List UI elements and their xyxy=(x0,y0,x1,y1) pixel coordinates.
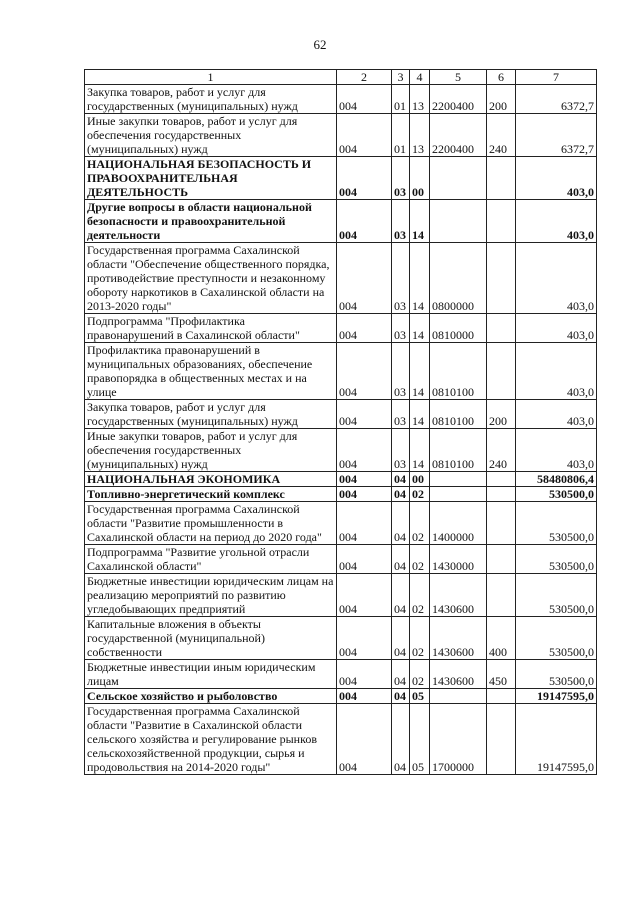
row-ministry-code: 004 xyxy=(337,545,392,574)
column-header-7: 7 xyxy=(516,70,597,85)
row-subsection-code: 02 xyxy=(410,545,430,574)
row-target-article: 0810100 xyxy=(430,343,487,400)
row-expense-type xyxy=(487,487,516,502)
table-row xyxy=(85,617,597,660)
row-ministry-code: 004 xyxy=(337,429,392,472)
row-name: Иные закупки товаров, работ и услуг для обеспечения государственных (муниципальных) нужд xyxy=(85,429,337,472)
row-subsection-code: 00 xyxy=(410,472,430,487)
row-target-article xyxy=(430,689,487,704)
row-expense-type xyxy=(487,704,516,775)
budget-table xyxy=(84,69,597,775)
row-ministry-code: 004 xyxy=(337,574,392,617)
row-name: Государственная программа Сахалинской области "Обеспечение общественного порядка, противодействие преступности и незаконному обороту наркотиков в Сахалинской области на 2013-2020 годы" xyxy=(85,243,337,314)
row-expense-type: 240 xyxy=(487,429,516,472)
column-header-3: 3 xyxy=(392,70,410,85)
row-amount: 6372,7 xyxy=(516,85,597,114)
column-header-2: 2 xyxy=(337,70,392,85)
table-row xyxy=(85,689,597,704)
row-section-code: 03 xyxy=(392,157,410,200)
row-amount: 403,0 xyxy=(516,200,597,243)
row-subsection-code: 14 xyxy=(410,200,430,243)
row-expense-type: 240 xyxy=(487,114,516,157)
column-header-4: 4 xyxy=(410,70,430,85)
row-name: Подпрограмма "Развитие угольной отрасли Сахалинской области" xyxy=(85,545,337,574)
row-subsection-code: 05 xyxy=(410,689,430,704)
row-expense-type: 400 xyxy=(487,617,516,660)
table-row xyxy=(85,487,597,502)
row-expense-type xyxy=(487,343,516,400)
row-target-article xyxy=(430,487,487,502)
row-section-code: 04 xyxy=(392,574,410,617)
row-amount: 19147595,0 xyxy=(516,689,597,704)
row-expense-type xyxy=(487,243,516,314)
row-amount: 530500,0 xyxy=(516,574,597,617)
row-section-code: 04 xyxy=(392,502,410,545)
row-target-article: 1430600 xyxy=(430,617,487,660)
row-amount: 19147595,0 xyxy=(516,704,597,775)
row-ministry-code: 004 xyxy=(337,704,392,775)
row-section-code: 04 xyxy=(392,689,410,704)
row-name: Топливно-энергетический комплекс xyxy=(85,487,337,502)
row-target-article: 1430600 xyxy=(430,574,487,617)
table-row xyxy=(85,157,597,200)
row-expense-type xyxy=(487,502,516,545)
row-ministry-code: 004 xyxy=(337,157,392,200)
row-subsection-code: 14 xyxy=(410,343,430,400)
row-target-article xyxy=(430,200,487,243)
row-section-code: 04 xyxy=(392,545,410,574)
row-ministry-code: 004 xyxy=(337,243,392,314)
row-section-code: 03 xyxy=(392,343,410,400)
row-target-article: 2200400 xyxy=(430,85,487,114)
row-section-code: 04 xyxy=(392,472,410,487)
row-name: Профилактика правонарушений в муниципальных образованиях, обеспечение правопорядка в общественных местах и на улице xyxy=(85,343,337,400)
row-subsection-code: 02 xyxy=(410,502,430,545)
row-ministry-code: 004 xyxy=(337,660,392,689)
row-name: Сельское хозяйство и рыболовство xyxy=(85,689,337,704)
row-ministry-code: 004 xyxy=(337,400,392,429)
table-row xyxy=(85,429,597,472)
row-ministry-code: 004 xyxy=(337,502,392,545)
row-amount: 530500,0 xyxy=(516,545,597,574)
row-amount: 403,0 xyxy=(516,343,597,400)
row-amount: 530500,0 xyxy=(516,617,597,660)
row-expense-type: 200 xyxy=(487,400,516,429)
row-ministry-code: 004 xyxy=(337,114,392,157)
row-subsection-code: 00 xyxy=(410,157,430,200)
row-subsection-code: 14 xyxy=(410,429,430,472)
row-section-code: 04 xyxy=(392,660,410,689)
row-name: Капитальные вложения в объекты государственной (муниципальной) собственности xyxy=(85,617,337,660)
row-target-article: 0810100 xyxy=(430,400,487,429)
row-amount: 403,0 xyxy=(516,400,597,429)
row-expense-type xyxy=(487,574,516,617)
row-subsection-code: 14 xyxy=(410,314,430,343)
row-name: Закупка товаров, работ и услуг для государственных (муниципальных) нужд xyxy=(85,400,337,429)
row-name: Бюджетные инвестиции иным юридическим лицам xyxy=(85,660,337,689)
row-name: Закупка товаров, работ и услуг для государственных (муниципальных) нужд xyxy=(85,85,337,114)
row-target-article: 1430600 xyxy=(430,660,487,689)
row-ministry-code: 004 xyxy=(337,200,392,243)
row-amount: 403,0 xyxy=(516,243,597,314)
table-row xyxy=(85,574,597,617)
row-section-code: 03 xyxy=(392,400,410,429)
row-amount: 6372,7 xyxy=(516,114,597,157)
table-row xyxy=(85,660,597,689)
row-ministry-code: 004 xyxy=(337,85,392,114)
row-name: НАЦИОНАЛЬНАЯ БЕЗОПАСНОСТЬ И ПРАВООХРАНИТЕЛЬНАЯ ДЕЯТЕЛЬНОСТЬ xyxy=(85,157,337,200)
row-name: Другие вопросы в области национальной безопасности и правоохранительной деятельности xyxy=(85,200,337,243)
row-target-article: 1700000 xyxy=(430,704,487,775)
table-row xyxy=(85,314,597,343)
row-target-article: 1400000 xyxy=(430,502,487,545)
row-expense-type xyxy=(487,314,516,343)
row-name: Подпрограмма "Профилактика правонарушений в Сахалинской области" xyxy=(85,314,337,343)
table-row xyxy=(85,704,597,775)
row-name: Иные закупки товаров, работ и услуг для обеспечения государственных (муниципальных) нужд xyxy=(85,114,337,157)
column-header-1: 1 xyxy=(85,70,337,85)
row-amount: 403,0 xyxy=(516,314,597,343)
row-expense-type xyxy=(487,157,516,200)
row-expense-type xyxy=(487,472,516,487)
row-section-code: 03 xyxy=(392,314,410,343)
row-subsection-code: 14 xyxy=(410,243,430,314)
row-name: Бюджетные инвестиции юридическим лицам на реализацию мероприятий по развитию угледобывающих предприятий xyxy=(85,574,337,617)
row-subsection-code: 13 xyxy=(410,85,430,114)
row-subsection-code: 02 xyxy=(410,617,430,660)
row-target-article: 0800000 xyxy=(430,243,487,314)
table-row xyxy=(85,200,597,243)
table-row xyxy=(85,545,597,574)
row-amount: 530500,0 xyxy=(516,502,597,545)
row-section-code: 03 xyxy=(392,200,410,243)
table-body xyxy=(85,85,597,775)
table-row xyxy=(85,502,597,545)
row-ministry-code: 004 xyxy=(337,472,392,487)
header-row xyxy=(85,70,597,85)
row-target-article xyxy=(430,472,487,487)
row-subsection-code: 14 xyxy=(410,400,430,429)
row-target-article: 2200400 xyxy=(430,114,487,157)
row-expense-type: 200 xyxy=(487,85,516,114)
table-row xyxy=(85,472,597,487)
row-section-code: 01 xyxy=(392,114,410,157)
row-amount: 58480806,4 xyxy=(516,472,597,487)
row-target-article: 0810000 xyxy=(430,314,487,343)
row-expense-type: 450 xyxy=(487,660,516,689)
row-expense-type xyxy=(487,200,516,243)
table-row xyxy=(85,114,597,157)
row-name: Государственная программа Сахалинской области "Развитие промышленности в Сахалинской области на период до 2020 года" xyxy=(85,502,337,545)
row-section-code: 03 xyxy=(392,429,410,472)
row-section-code: 04 xyxy=(392,617,410,660)
row-subsection-code: 02 xyxy=(410,487,430,502)
page-number: 62 xyxy=(313,37,327,52)
table-row xyxy=(85,343,597,400)
row-amount: 530500,0 xyxy=(516,660,597,689)
row-section-code: 03 xyxy=(392,243,410,314)
row-section-code: 01 xyxy=(392,85,410,114)
row-target-article: 0810100 xyxy=(430,429,487,472)
row-amount: 403,0 xyxy=(516,429,597,472)
row-ministry-code: 004 xyxy=(337,487,392,502)
row-expense-type xyxy=(487,689,516,704)
row-name: Государственная программа Сахалинской области "Развитие в Сахалинской области сельского хозяйства и регулирование рынков сельскохозяйственной продукции, сырья и продовольствия на 2014-2020 годы" xyxy=(85,704,337,775)
row-section-code: 04 xyxy=(392,487,410,502)
table-row xyxy=(85,400,597,429)
column-header-6: 6 xyxy=(487,70,516,85)
column-header-5: 5 xyxy=(430,70,487,85)
row-subsection-code: 02 xyxy=(410,574,430,617)
row-ministry-code: 004 xyxy=(337,617,392,660)
row-target-article xyxy=(430,157,487,200)
row-target-article: 1430000 xyxy=(430,545,487,574)
row-ministry-code: 004 xyxy=(337,343,392,400)
row-ministry-code: 004 xyxy=(337,689,392,704)
row-subsection-code: 02 xyxy=(410,660,430,689)
table-row xyxy=(85,85,597,114)
row-subsection-code: 05 xyxy=(410,704,430,775)
row-name: НАЦИОНАЛЬНАЯ ЭКОНОМИКА xyxy=(85,472,337,487)
row-amount: 403,0 xyxy=(516,157,597,200)
row-section-code: 04 xyxy=(392,704,410,775)
row-ministry-code: 004 xyxy=(337,314,392,343)
row-subsection-code: 13 xyxy=(410,114,430,157)
row-amount: 530500,0 xyxy=(516,487,597,502)
row-expense-type xyxy=(487,545,516,574)
table-row xyxy=(85,243,597,314)
